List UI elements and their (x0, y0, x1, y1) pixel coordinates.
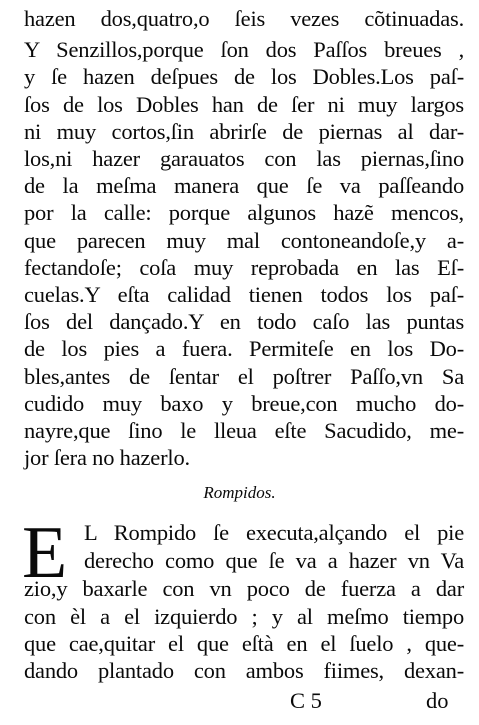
text-line: cudido muy baxo y breue,con mucho do- (24, 391, 464, 416)
text-line: nayre,que ſino le lleua eſte Sacudido, me- (24, 418, 464, 443)
text-line: de la meſma manera que ſe va paſſeando (24, 173, 464, 198)
text-line: que cae,quitar el que eſtà en el ſuelo , que- (24, 631, 464, 656)
text-line: por la calle: porque algunos hazẽ mencos, (24, 200, 464, 225)
text-line: derecho como que ſe va a hazer vn Va (84, 548, 464, 573)
text-line: hazen dos,quatro,o ſeis vezes cõtinuadas. (24, 6, 464, 31)
text-line: jor ſera no hazerlo. (24, 445, 190, 470)
text-line: dando plantado con ambos fiimes, dexan- (24, 658, 464, 683)
text-line: con èl a el izquierdo ; y al meſmo tiempo (24, 604, 464, 629)
text-line: de los pies a fuera. Permiteſe en los Do- (24, 336, 464, 361)
text-line: cuelas.Y eſta calidad tienen todos los paſ- (24, 282, 464, 307)
text-line: los,ni hazer garauatos con las piernas,ſino (24, 146, 464, 171)
text-line: fectandoſe; coſa muy reprobada en las Eſ- (24, 255, 464, 280)
text-line: bles,antes de ſentar el poſtrer Paſſo,vn Sa (24, 364, 464, 389)
text-line: zio,y baxarle con vn poco de fuerza a dar (24, 576, 464, 601)
catchword: do (426, 688, 449, 713)
signature-mark: C 5 (290, 688, 322, 713)
drop-cap: E (22, 512, 68, 594)
text-line: Y Senzillos,porque ſon dos Paſſos breues , (24, 37, 464, 62)
text-line: ſos de los Dobles han de ſer ni muy largos (24, 92, 464, 117)
text-line: ni muy cortos,ſin abrirſe de piernas al dar- (24, 119, 464, 144)
text-line: ſos del dançado.Y en todo caſo las puntas (24, 309, 464, 334)
text-line: L Rompido ſe executa,alçando el pie (84, 520, 464, 545)
text-line: y ſe hazen deſpues de los Dobles.Los paſ- (24, 64, 464, 89)
section-heading: Rompidos. (203, 483, 276, 502)
text-line: que parecen muy mal contoneandoſe,y a- (24, 228, 464, 253)
